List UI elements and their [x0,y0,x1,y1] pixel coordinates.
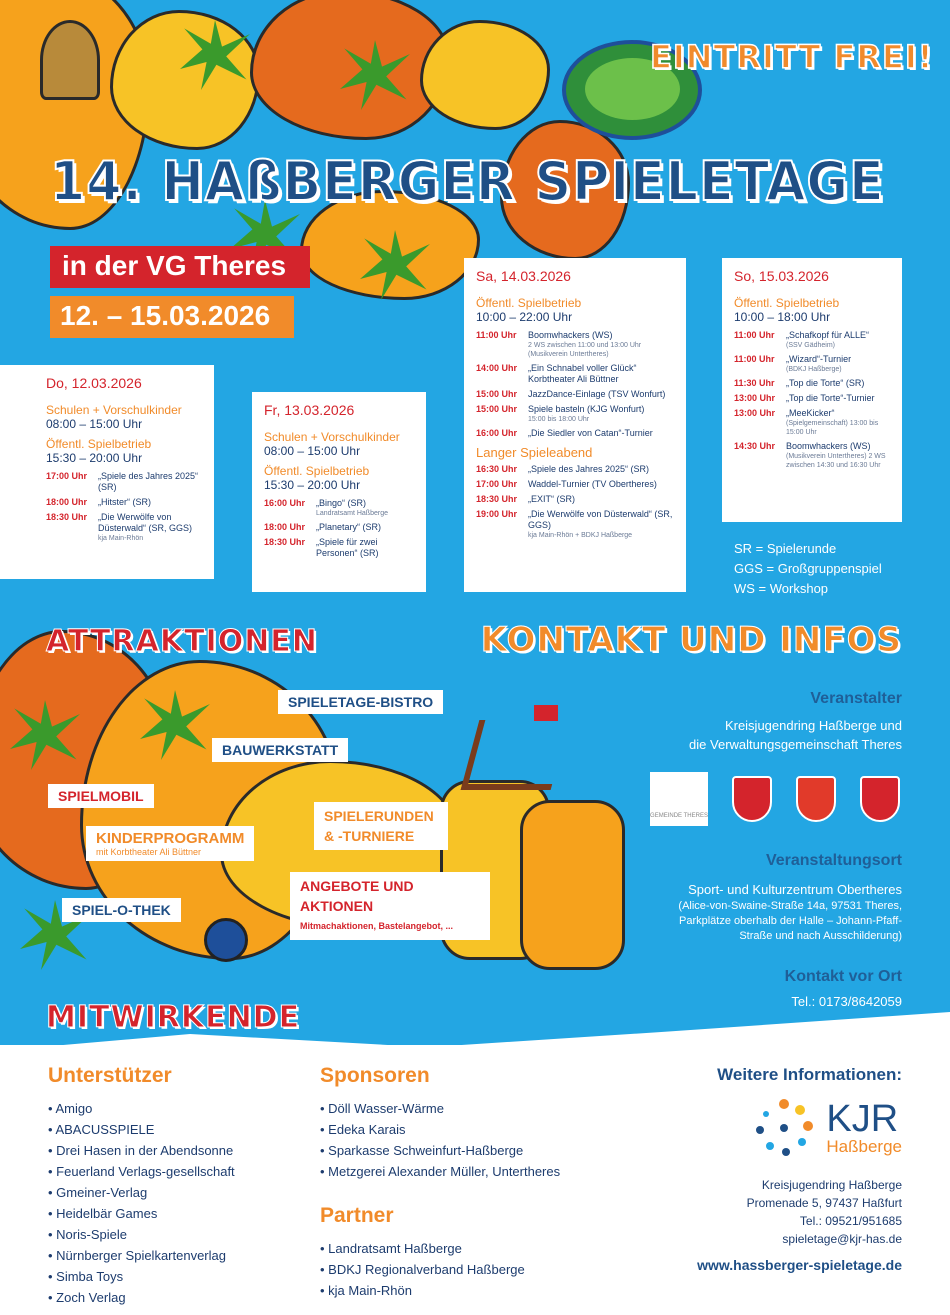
event-time: 11:00 Uhr [734,330,775,340]
event-desc: „Planetary“ (SR) [316,522,382,532]
attraction-sub: Mitmachaktionen, Bastelangebot, ... [300,921,454,931]
onsite-heading: Kontakt vor Ort [784,968,902,985]
event-row [264,522,414,533]
event-row [476,509,674,540]
list-item: • Drei Hasen in der Abendsonne [48,1140,235,1161]
event-time: 18:00 Uhr [264,522,306,532]
event-desc: „Die Siedler von Catan“-Turnier [528,428,653,438]
attraction-angebote [290,872,490,940]
list-item: • Heidelbär Games [48,1203,235,1224]
sponsors-column [320,1064,560,1301]
venue-address: Straße und nach Ausschilderung) [739,930,902,942]
block-label: Öffentl. Spielbetrieb [734,296,840,310]
list-item: • Landratsamt Haßberge [320,1238,560,1259]
list-item: • Nürnberger Spielkartenverlag [48,1245,235,1266]
block-time: 15:30 – 20:00 Uhr [264,478,361,492]
event-row [264,498,414,518]
event-note: kja Main-Rhön [98,535,144,542]
event-note: (Musikverein Untertheres) 2 WS zwischen 14:30 und 16:30 Uhr [786,453,886,469]
event-time: 15:00 Uhr [476,389,518,399]
venue-address: (Alice-von-Swaine-Straße 14a, 97531 Theres, [678,900,902,912]
supporters-heading: Unterstützer [48,1064,172,1087]
coat-of-arms-icon [796,776,836,822]
bucket-shape [520,800,625,970]
event-time: 11:00 Uhr [476,330,517,340]
organizer-heading: Veranstalter [810,690,902,707]
event-row [476,464,674,475]
venue-address: Parkplätze oberhalb der Halle – Johann-Pfaff- [679,915,902,927]
event-desc: „Die Werwölfe von Düsterwald“ (SR, GGS) [98,512,193,533]
attraction-spielmobil: SPIELMOBIL [48,784,154,808]
event-row [476,479,674,490]
kjr-logo-subtext: Haßberge [826,1137,902,1156]
block-label: Schulen + Vorschulkinder [264,430,400,444]
event-time: 16:30 Uhr [476,464,518,474]
event-time: 11:30 Uhr [734,378,775,388]
block-time: 10:00 – 22:00 Uhr [476,310,573,324]
organizer-logos [650,772,900,826]
organizer-line: Kreisjugendring Haßberge und [724,718,902,733]
event-desc: Spiele basteln (KJG Wonfurt) [528,404,645,414]
onsite-contact [785,968,902,1011]
event-row [734,408,890,437]
event-note: Landratsamt Haßberge [316,510,388,517]
event-desc: „Bingo“ (SR) [316,498,367,508]
event-row [476,363,674,385]
attraktionen-heading: ATTRAKTIONEN [46,624,318,659]
attraction-spielerunden: SPIELERUNDEN & -TURNIERE [314,802,448,850]
list-item: • Gmeiner-Verlag [48,1182,235,1203]
further-info-heading: Weitere Informationen: [717,1065,902,1084]
event-desc: Boomwhackers (WS) [786,441,871,451]
block-label: Schulen + Vorschulkinder [46,403,182,417]
date-tag: 12. – 15.03.2026 [50,296,294,338]
day-card-friday [252,392,426,592]
organizer-section [689,690,902,754]
legend-item: WS = Workshop [734,581,829,596]
onsite-phone: Tel.: 0173/8642059 [791,994,902,1009]
island-shape [420,20,550,130]
attraction-label: KINDERPROGRAMM [96,830,245,847]
block-time: 08:00 – 15:00 Uhr [264,444,361,458]
wheel-icon [204,918,248,962]
day-heading: Do, 12.03.2026 [46,375,142,391]
block-time: 08:00 – 15:00 Uhr [46,417,143,431]
event-desc: „MeeKicker“ [786,408,835,418]
event-desc: „Spiele für zwei Personen“ (SR) [316,537,379,558]
day-card-saturday [464,258,686,592]
venue-section [678,852,902,944]
event-row [734,378,890,389]
partner-heading: Partner [320,1204,394,1227]
event-note: 15:00 bis 18:00 Uhr [528,416,590,423]
list-item: • Metzgerei Alexander Müller, Untertheres [320,1161,560,1182]
day-heading: So, 15.03.2026 [734,268,829,284]
address-line: Promenade 5, 97437 Haßfurt [746,1196,902,1210]
event-desc: „Spiele des Jahres 2025“ (SR) [528,464,650,474]
attraction-sub: mit Korbtheater Ali Büttner [96,847,202,857]
event-note: 2 WS zwischen 11:00 und 13:00 Uhr (Musikverein Untertheres) [528,342,642,358]
list-item: • BDKJ Regionalverband Haßberge [320,1259,560,1280]
day-card-sunday [722,258,902,522]
event-time: 15:00 Uhr [476,404,518,414]
event-desc: „Wizard“-Turnier [786,354,852,364]
event-desc: „Top die Torte“-Turnier [786,393,875,403]
attraction-label: ANGEBOTE UND AKTIONEN [300,878,414,914]
mitwirkende-heading: MITWIRKENDE [46,1000,301,1035]
organizer-line: die Verwaltungsgemeinschaft Theres [689,737,902,752]
block-time: 15:30 – 20:00 Uhr [46,451,143,465]
attraction-kinderprogramm [86,826,254,861]
event-time: 16:00 Uhr [476,428,518,438]
event-row [476,389,674,400]
free-entry-badge: EINTRITT FREI! [650,38,934,76]
event-desc: „Top die Torte“ (SR) [786,378,865,388]
block-time: 10:00 – 18:00 Uhr [734,310,831,324]
event-desc: „Spiele des Jahres 2025“ (SR) [98,471,199,492]
list-item: • Feuerland Verlags-gesellschaft [48,1161,235,1182]
event-time: 19:00 Uhr [476,509,518,519]
event-time: 13:00 Uhr [734,393,776,403]
supporters-column [48,1064,235,1308]
block-label: Öffentl. Spielbetrieb [264,464,370,478]
theres-logo [650,772,708,826]
event-row [46,512,202,543]
event-row [46,497,202,508]
event-time: 14:30 Uhr [734,441,776,451]
event-time: 17:00 Uhr [46,471,88,481]
island-shape [110,10,260,150]
list-item: • Amigo [48,1098,235,1119]
venue-heading: Veranstaltungsort [765,852,902,869]
event-note: (BDKJ Haßberge) [786,366,842,373]
kjr-logo [697,1096,902,1160]
event-time: 11:00 Uhr [734,354,775,364]
legend-item: GGS = Großgruppenspiel [734,561,882,576]
event-desc: Boomwhackers (WS) [528,330,613,340]
abbreviation-legend [734,539,882,599]
phone: Tel.: 09521/951685 [799,1214,902,1228]
legend-item: SR = Spielerunde [734,541,837,556]
list-item: • Döll Wasser-Wärme [320,1098,560,1119]
list-item: • Sparkasse Schweinfurt-Haßberge [320,1140,560,1161]
event-time: 18:30 Uhr [264,537,306,547]
supporters-list [48,1098,235,1308]
event-note: kja Main-Rhön + BDKJ Haßberge [528,532,633,539]
list-item: • Noris-Spiele [48,1224,235,1245]
attraction-bauwerkstatt: BAUWERKSTATT [212,738,348,762]
list-item: • Zoch Verlag [48,1287,235,1308]
boat-icon [461,720,570,790]
event-desc: „Hitster“ (SR) [98,497,151,507]
block-label: Öffentl. Spielbetrieb [476,296,582,310]
event-desc: JazzDance-Einlage (TSV Wonfurt) [528,389,666,399]
event-note: (Spielgemeinschaft) 13:00 bis 15:00 Uhr [786,420,879,436]
event-time: 16:00 Uhr [264,498,306,508]
event-row [264,537,414,559]
event-time: 18:30 Uhr [46,512,88,522]
page-title: 14. HAßBERGER SPIELETAGE [50,150,885,213]
event-time: 14:00 Uhr [476,363,518,373]
sponsors-heading: Sponsoren [320,1064,430,1087]
event-time: 18:00 Uhr [46,497,88,507]
block-label: Langer Spieleabend [476,445,593,460]
list-item: • kja Main-Rhön [320,1280,560,1301]
venue-name: Sport- und Kulturzentrum Obertheres [688,882,902,897]
event-time: 18:30 Uhr [476,494,518,504]
event-desc: „Schafkopf für ALLE“ [786,330,870,340]
event-time: 13:00 Uhr [734,408,776,418]
event-row [476,330,674,359]
further-info [697,1066,902,1274]
event-row [734,330,890,350]
event-row [476,494,674,505]
logo-text: GEMEINDE THERES [650,813,708,819]
event-row [734,393,890,404]
hut-icon [40,20,100,100]
event-desc: „Ein Schnabel voller Glück“ Korbtheater Ali Büttner [528,363,637,384]
block-label: Öffentl. Spielbetrieb [46,437,152,451]
website-link[interactable]: www.hassberger-spieletage.de [697,1257,902,1273]
event-desc: Waddel-Turnier (TV Obertheres) [528,479,657,489]
kontakt-heading: KONTAKT UND INFOS [480,620,902,660]
coat-of-arms-icon [732,776,772,822]
coat-of-arms-icon [860,776,900,822]
event-row [476,404,674,424]
kjr-dots-icon [752,1096,816,1160]
attraction-spielothek: SPIEL-O-THEK [62,898,181,922]
sponsors-list [320,1098,560,1182]
event-desc: „EXIT“ (SR) [528,494,575,504]
day-card-thursday [0,365,214,579]
event-row [734,441,890,470]
kjr-logo-text: KJR [826,1098,899,1140]
event-note: (SSV Gädheim) [786,342,836,349]
day-heading: Fr, 13.03.2026 [264,402,355,418]
event-row [734,354,890,374]
event-row [476,428,674,439]
day-heading: Sa, 14.03.2026 [476,268,571,284]
attraction-bistro: SPIELETAGE-BISTRO [278,690,443,714]
flag-icon [534,705,558,721]
address-line: Kreisjugendring Haßberge [761,1178,902,1192]
event-desc: „Die Werwölfe von Düsterwald“ (SR, GGS) [528,509,673,530]
email-link[interactable]: spieletage@kjr-has.de [782,1232,902,1246]
list-item: • ABACUSSPIELE [48,1119,235,1140]
partner-list [320,1238,560,1301]
event-time: 17:00 Uhr [476,479,518,489]
list-item: • Edeka Karais [320,1119,560,1140]
location-tag: in der VG Theres [50,246,310,288]
event-row [46,471,202,493]
list-item: • Simba Toys [48,1266,235,1287]
